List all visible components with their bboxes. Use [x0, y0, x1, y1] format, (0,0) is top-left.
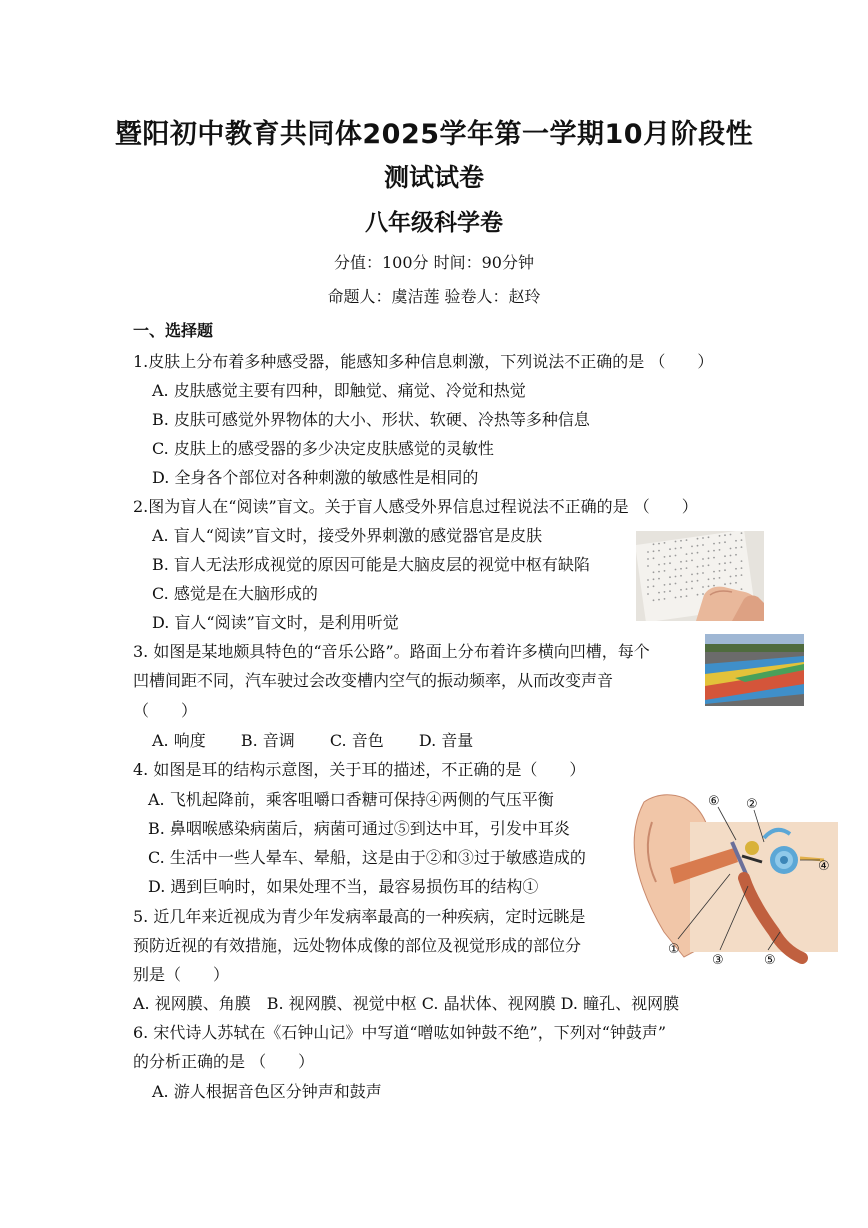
question-1-option-c: C. 皮肤上的感受器的多少决定皮肤感觉的灵敏性 [152, 439, 494, 458]
question-6-option-a: A. 游人根据音色区分钟声和鼓声 [152, 1082, 382, 1101]
title-line-2: 测试试卷 [383, 163, 484, 192]
ear-label-6: ⑥ [708, 794, 720, 809]
subtitle: 八年级科学卷 [365, 210, 503, 236]
question-3-stem-line-2: 凹槽间距不同，汽车驶过会改变槽内空气的振动频率，从而改变声音 [133, 671, 614, 690]
question-3-stem-line-3: （ ） [133, 701, 198, 720]
question-3-stem-line-1: 3. 如图是某地颇具特色的“音乐公路”。路面上分布着许多横向凹槽，每个 [133, 642, 650, 661]
question-5-options: A. 视网膜、角膜 B. 视网膜、视觉中枢 C. 晶状体、视网膜 D. 瞳孔、视网膜 [133, 994, 680, 1013]
question-1-stem: 1.皮肤上分布着多种感受器，能感知多种信息刺激，下列说法不正确的是 （ ） [133, 352, 714, 371]
question-5-stem-line-1: 5. 近几年来近视成为青少年发病率最高的一种疾病，定时远眺是 [133, 907, 586, 926]
question-3-option-c: C. 音色 [329, 731, 384, 750]
section-title: 一、选择题 [133, 321, 214, 340]
authors: 命题人：虞洁莲 验卷人：赵玲 [327, 287, 541, 306]
question-6-stem-line-1: 6. 宋代诗人苏轼在《石钟山记》中写道“噌吰如钟鼓不绝”，下列对“钟鼓声” [133, 1023, 667, 1042]
question-1-option-b: B. 皮肤可感觉外界物体的大小、形状、软硬、冷热等多种信息 [152, 410, 590, 429]
ear-label-3: ③ [712, 953, 724, 966]
question-4-stem: 4. 如图是耳的结构示意图，关于耳的描述，不正确的是（ ） [133, 760, 586, 779]
question-2-stem: 2.图为盲人在“阅读”盲文。关于盲人感受外界信息过程说法不正确的是 （ ） [133, 497, 698, 516]
question-4-option-d: D. 遇到巨响时，如果处理不当，最容易损伤耳的结构① [148, 877, 539, 896]
music-road-photo [705, 634, 804, 706]
question-4-option-a: A. 飞机起降前，乘客咀嚼口香糖可保持④两侧的气压平衡 [148, 790, 554, 809]
ear-label-1: ① [668, 942, 680, 957]
question-3-option-a: A. 响度 [152, 731, 206, 750]
question-2-option-c: C. 感觉是在大脑形成的 [152, 584, 318, 603]
question-6-stem-line-2: 的分析正确的是 （ ） [133, 1052, 315, 1071]
question-1-option-a: A. 皮肤感觉主要有四种，即触觉、痛觉、冷觉和热觉 [152, 381, 526, 400]
question-5-stem-line-3: 别是（ ） [133, 965, 230, 984]
ear-structure-diagram [624, 782, 838, 966]
question-3-option-d: D. 音量 [418, 731, 474, 750]
question-3-options [152, 731, 473, 751]
question-3-option-b: B. 音调 [240, 731, 295, 750]
question-2-option-d: D. 盲人“阅读”盲文时，是利用听觉 [152, 613, 399, 632]
ear-label-5: ⑤ [764, 953, 776, 966]
braille-reading-photo [636, 531, 764, 621]
title-line-1: 暨阳初中教育共同体2025学年第一学期10月阶段性 [114, 119, 754, 150]
ear-label-4: ④ [818, 859, 830, 874]
ear-label-2: ② [746, 797, 758, 812]
question-4-option-c: C. 生活中一些人晕车、晕船，这是由于②和③过于敏感造成的 [148, 848, 586, 867]
question-5-stem-line-2: 预防近视的有效措施，远处物体成像的部位及视觉形成的部位分 [133, 936, 582, 955]
question-2-option-b: B. 盲人无法形成视觉的原因可能是大脑皮层的视觉中枢有缺陷 [152, 555, 590, 574]
score-time: 分值：100分 时间：90分钟 [334, 253, 534, 272]
question-1-option-d: D. 全身各个部位对各种刺激的敏感性是相同的 [152, 468, 479, 487]
question-2-option-a: A. 盲人“阅读”盲文时，接受外界刺激的感觉器官是皮肤 [152, 526, 543, 545]
question-4-option-b: B. 鼻咽喉感染病菌后，病菌可通过⑤到达中耳，引发中耳炎 [148, 819, 570, 838]
